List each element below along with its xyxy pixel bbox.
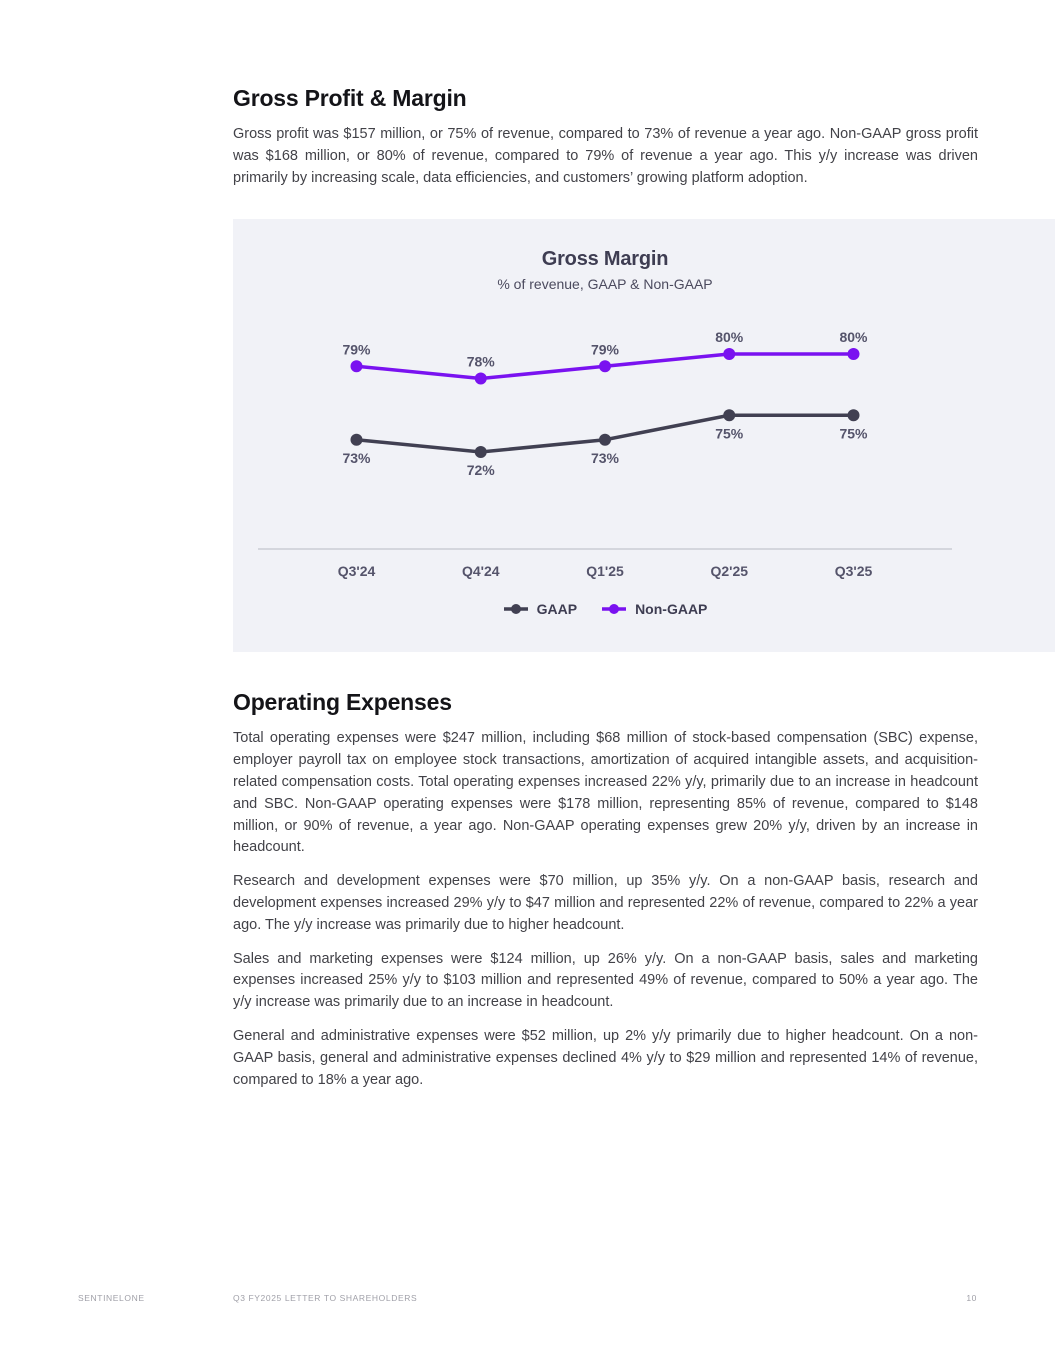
footer-page-number: 10 [966,1293,977,1303]
x-tick-label: Q4'24 [461,563,500,580]
data-point-label-gaap: 72% [466,462,495,479]
data-point-label-gaap: 73% [342,450,371,467]
data-point-gaap [723,410,735,422]
legend-label: Non-GAAP [635,601,708,618]
data-point-gaap [848,410,860,422]
data-point-non-gaap [475,373,487,385]
series-line-gaap [357,416,854,453]
data-point-label-non-gaap: 78% [466,353,495,370]
data-point-label-gaap: 73% [590,450,620,467]
operating-expenses-paragraph: Total operating expenses were $247 million, including $68 million of stock-based compensation (SBC) expense, employer payroll tax on employee stock transactions, amortization of acquired intangible assets, and acquisition-related compensation costs. Total operating expenses increased 22% y/y, primarily due to an increase in headcount and SBC. Non-GAAP operating expenses were $178 million, representing 85% of revenue, compared to $148 million, or 90% of revenue, a year ago. Non-GAAP operating expenses grew 20% y/y, driven by an increase in headcount. [233,730,978,856]
operating-expenses-heading: Operating Expenses [233,689,452,716]
data-point-label-non-gaap: 79% [342,341,371,358]
operating-expenses-section [233,688,978,1091]
gross-margin-chart-panel [233,219,1055,652]
data-point-gaap [351,434,363,446]
chart-subtitle: % of revenue, GAAP & Non-GAAP [497,276,713,293]
data-point-non-gaap [848,348,860,360]
page-footer [0,1293,1055,1307]
footer-document-title: Q3 FY2025 LETTER TO SHAREHOLDERS [233,1293,418,1303]
chart-title: Gross Margin [541,248,669,271]
data-point-gaap [475,446,487,458]
data-point-label-non-gaap: 79% [590,341,620,358]
general-administrative-paragraph: General and administrative expenses were $52 million, up 2% y/y primarily due to higher headcount. On a non-GAAP basis, general and administrative expenses declined 4% y/y to $29 million and represented 14% of revenue, compared to 18% a year ago. [233,1027,978,1088]
legend-marker-icon [503,603,529,615]
x-tick-label: Q1'25 [586,563,624,580]
research-development-paragraph: Research and development expenses were $70 million, up 35% y/y. On a non-GAAP basis, research and development expenses increased 29% y/y to $47 million and represented 22% of revenue, compared to 22% a year ago. The y/y increase was primarily due to higher headcount. [233,873,978,933]
sales-marketing-paragraph: Sales and marketing expenses were $124 million, up 26% y/y. On a non-GAAP basis, sales and marketing expenses increased 25% y/y to $103 million and represented 49% of revenue, compared to 50% a year ago. The y/y increase was primarily due to an increase in headcount. [233,950,978,1011]
x-tick-label: Q3'24 [337,563,376,580]
legend-item-gaap [503,601,577,617]
data-point-label-gaap: 75% [715,425,744,442]
gross-profit-heading: Gross Profit & Margin [233,85,467,111]
x-tick-label: Q3'25 [834,563,873,580]
legend-item-non-gaap [601,601,707,617]
gross-profit-paragraph: Gross profit was $157 million, or 75% of revenue, compared to 73% of revenue a year ago. Non-GAAP gross profit was $168 million, or 80% of revenue, compared to 79% of revenue a year ago. This y/y increase was driven primarily by increasing scale, data efficiencies, and customers’ growing platform adoption. [233,126,978,186]
data-point-label-non-gaap: 80% [839,329,868,346]
data-point-non-gaap [723,348,735,360]
data-point-non-gaap [599,361,611,373]
data-point-gaap [599,434,611,446]
x-tick-label: Q2'25 [710,563,749,580]
legend-marker-icon [601,603,627,615]
data-point-label-non-gaap: 80% [715,329,744,346]
footer-company: SENTINELONE [78,1293,145,1303]
gross-margin-line-chart [233,219,1055,652]
chart-legend [233,601,977,617]
gross-profit-section [233,0,978,189]
legend-label: GAAP [536,601,578,618]
data-point-label-gaap: 75% [839,425,868,442]
data-point-non-gaap [351,361,363,373]
